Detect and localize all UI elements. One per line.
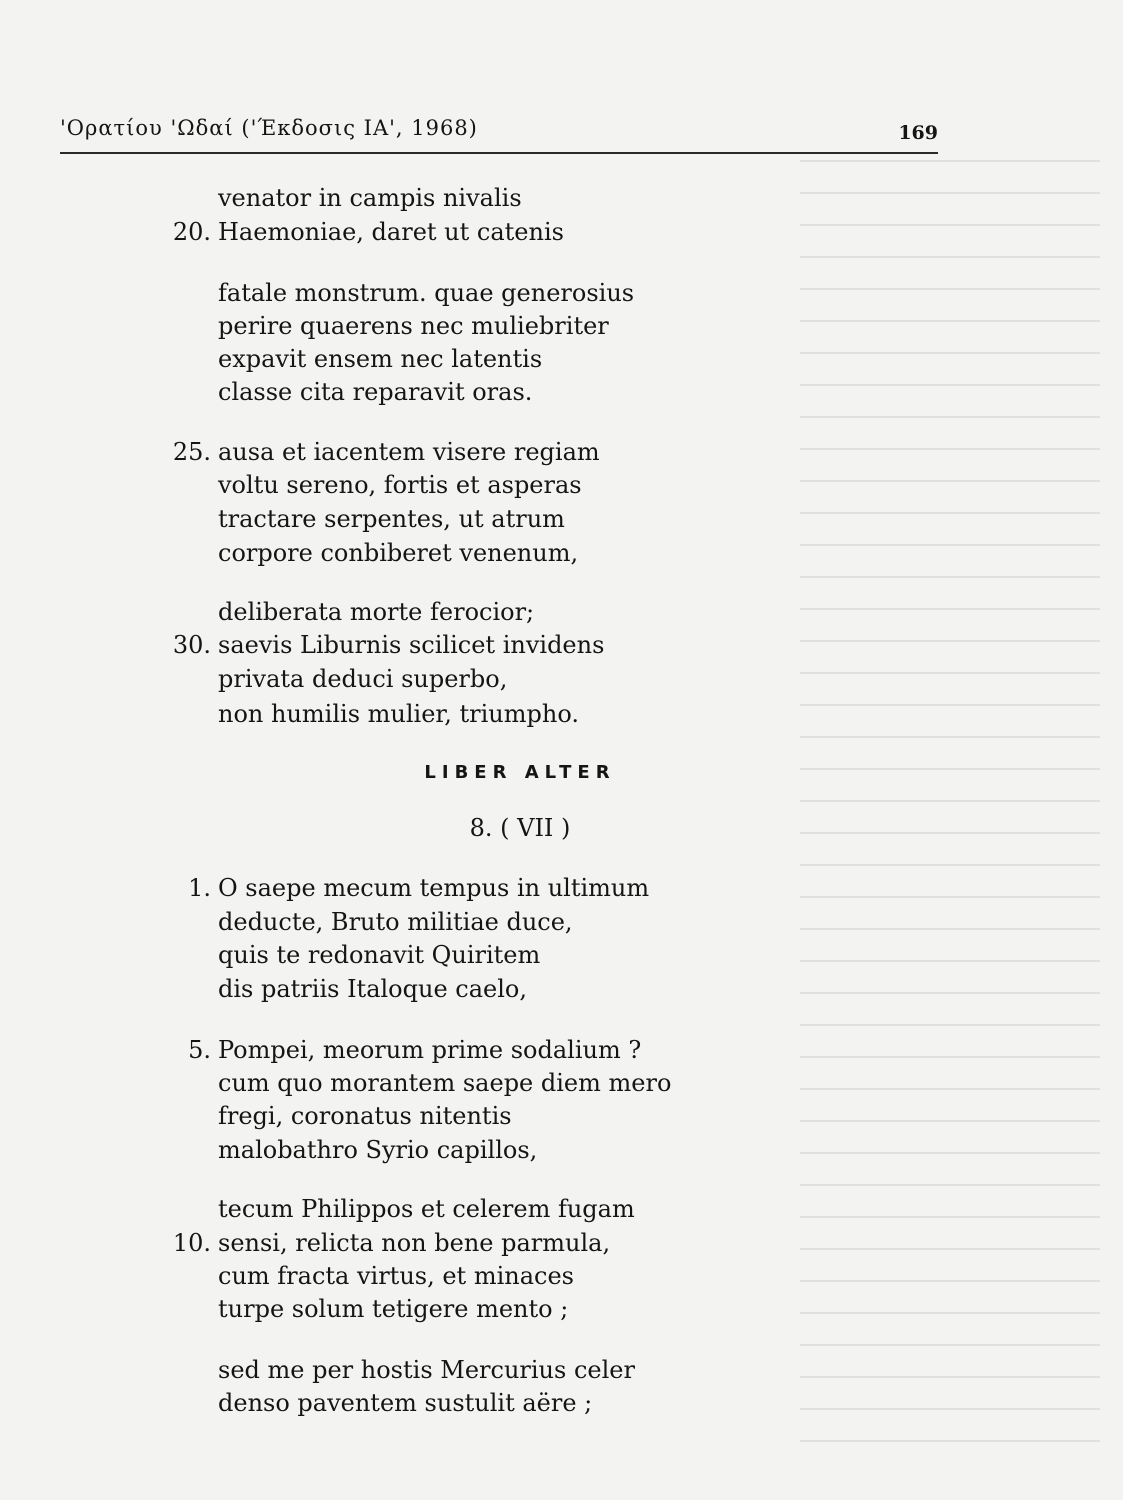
line-number: 20. bbox=[172, 218, 211, 246]
line-text: cum quo morantem saepe diem mero bbox=[218, 1069, 672, 1097]
line-number: 5. bbox=[188, 1036, 211, 1064]
poem-line bbox=[0, 310, 1123, 342]
line-text: deliberata morte ferocior; bbox=[218, 598, 535, 626]
poem-line bbox=[0, 1293, 1123, 1325]
poem-line bbox=[0, 596, 1123, 628]
poem-line bbox=[0, 939, 1123, 971]
line-text: sensi, relicta non bene parmula, bbox=[218, 1229, 611, 1257]
poem-line bbox=[0, 1260, 1123, 1292]
line-text: deducte, Bruto militiae duce, bbox=[218, 908, 573, 936]
line-text: saevis Liburnis scilicet invidens bbox=[218, 631, 605, 659]
line-text: expavit ensem nec latentis bbox=[218, 345, 543, 373]
poem-line bbox=[0, 698, 1123, 730]
ode-heading: 8. ( VII ) bbox=[469, 814, 571, 842]
poem-line bbox=[0, 1227, 1123, 1259]
line-text: voltu sereno, fortis et asperas bbox=[218, 471, 582, 499]
line-text: malobathro Syrio capillos, bbox=[218, 1136, 538, 1164]
line-text: venator in campis nivalis bbox=[218, 184, 522, 212]
line-text: quis te redonavit Quiritem bbox=[218, 941, 541, 969]
poem-line bbox=[0, 376, 1123, 408]
poem-line bbox=[0, 973, 1123, 1005]
poem-line bbox=[0, 1067, 1123, 1099]
poem-line bbox=[0, 503, 1123, 535]
line-text: perire quaerens nec muliebriter bbox=[218, 312, 609, 340]
poem-line bbox=[0, 436, 1123, 468]
line-text: Pompei, meorum prime sodalium ? bbox=[218, 1036, 642, 1064]
line-number: 10. bbox=[172, 1229, 211, 1257]
poem-line bbox=[0, 216, 1123, 248]
line-text: tractare serpentes, ut atrum bbox=[218, 505, 565, 533]
poem-line bbox=[0, 277, 1123, 309]
line-number: 1. bbox=[188, 874, 211, 902]
line-text: sed me per hostis Mercurius celer bbox=[218, 1356, 635, 1384]
header-title: 'Ορατίου 'Ωδαί ('Έκδοσις ΙΑ', 1968) bbox=[60, 116, 478, 140]
poem-line bbox=[0, 182, 1123, 214]
section-heading: LIBER ALTER bbox=[424, 762, 616, 783]
line-text: corpore conbiberet venenum, bbox=[218, 539, 579, 567]
line-text: O saepe mecum tempus in ultimum bbox=[218, 874, 650, 902]
poem-line bbox=[0, 1134, 1123, 1166]
line-number: 30. bbox=[172, 631, 211, 659]
running-header bbox=[60, 112, 938, 154]
line-text: denso paventem sustulit aëre ; bbox=[218, 1389, 593, 1417]
poem-line bbox=[0, 629, 1123, 661]
poem-line bbox=[0, 872, 1123, 904]
line-text: tecum Philippos et celerem fugam bbox=[218, 1195, 635, 1223]
poem-line bbox=[0, 469, 1123, 501]
poem-line bbox=[0, 343, 1123, 375]
line-text: turpe solum tetigere mento ; bbox=[218, 1295, 569, 1323]
poem-line bbox=[0, 1354, 1123, 1386]
line-text: fatale monstrum. quae generosius bbox=[218, 279, 635, 307]
line-text: cum fracta virtus, et minaces bbox=[218, 1262, 574, 1290]
line-text: fregi, coronatus nitentis bbox=[218, 1102, 512, 1130]
line-text: Haemoniae, daret ut catenis bbox=[218, 218, 564, 246]
line-text: classe cita reparavit oras. bbox=[218, 378, 533, 406]
line-number: 25. bbox=[172, 438, 211, 466]
poem-line bbox=[0, 663, 1123, 695]
poem-line bbox=[0, 1387, 1123, 1419]
line-text: privata deduci superbo, bbox=[218, 665, 508, 693]
poem-line bbox=[0, 1034, 1123, 1066]
page-number: 169 bbox=[898, 122, 938, 144]
line-text: ausa et iacentem visere regiam bbox=[218, 438, 600, 466]
poem-line bbox=[0, 1100, 1123, 1132]
line-text: dis patriis Italoque caelo, bbox=[218, 975, 527, 1003]
poem-line bbox=[0, 537, 1123, 569]
poem-line bbox=[0, 906, 1123, 938]
line-text: non humilis mulier, triumpho. bbox=[218, 700, 579, 728]
poem-line bbox=[0, 1193, 1123, 1225]
